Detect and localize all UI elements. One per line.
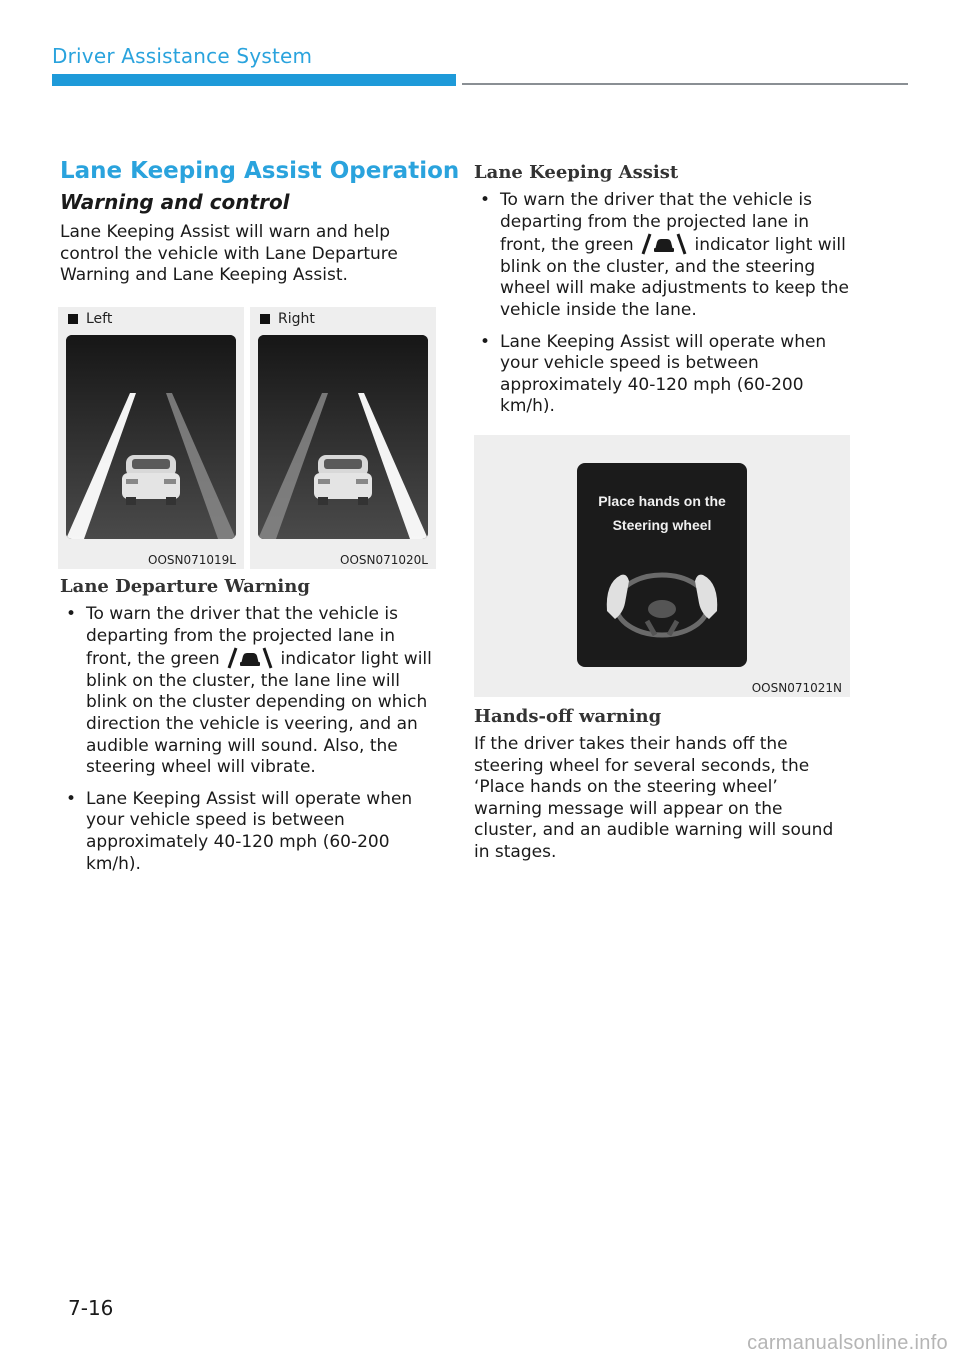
bullet: • [66, 604, 77, 624]
square-marker-icon [68, 314, 78, 324]
list-item [474, 332, 850, 418]
car-rear-icon [314, 455, 372, 505]
figure-left [58, 307, 244, 569]
square-marker-icon [260, 314, 270, 324]
steering-wheel-hands-icon [577, 463, 747, 667]
list-item [60, 604, 436, 779]
hands-off-paragraph: If the driver takes their hands off the steering wheel for several seconds, the ‘Place hands on the steering wheel’ warning message will appear on the cluster, and an audible warning will sound in stages. [474, 734, 834, 862]
bullet: • [480, 190, 491, 210]
bullet: • [66, 788, 77, 809]
lane-keeping-indicator-icon [641, 233, 687, 255]
ldw-heading: Lane Departure Warning [60, 576, 310, 597]
figure-right-label-text: Right [278, 311, 315, 327]
cluster-screen-left [66, 335, 236, 539]
lka-bullet2-text: Lane Keeping Assist will operate when your vehicle speed is between approximately 40-120 mph (60-200 km/h). [500, 331, 827, 417]
bullet: • [480, 331, 491, 352]
lka-bullet1-text-b: indicator light will blink on the cluster, and the steering wheel will make adjustments to keep the vehicle inside the lane. [500, 235, 849, 320]
figure-hands-code: OOSN071021N [751, 681, 842, 695]
figure-left-code: OOSN071019L [148, 553, 236, 567]
header-bar [52, 74, 456, 86]
lka-bullet1-text-a: To warn the driver that the vehicle is departing from the projected lane in front, the green [500, 190, 812, 256]
figure-right-label [260, 311, 315, 327]
lka-heading: Lane Keeping Assist [474, 162, 679, 183]
lka-list [474, 190, 850, 428]
section-subtitle: Warning and control [60, 190, 290, 214]
figure-left-label-text: Left [86, 311, 113, 327]
header-title: Driver Assistance System [52, 44, 313, 68]
ldw-bullet2-text: Lane Keeping Assist will operate when your vehicle speed is between approximately 40-120 mph (60-200 km/h). [86, 788, 413, 874]
watermark: carmanualsonline.info [747, 1332, 948, 1354]
hands-off-heading: Hands-off warning [474, 706, 662, 727]
hands-cluster-screen [577, 463, 747, 667]
figure-hands [474, 435, 850, 697]
hands-message-line2: Steering wheel [612, 517, 712, 533]
car-rear-icon [122, 455, 180, 505]
ldw-list [60, 604, 436, 885]
lane-departure-illustration-left [66, 335, 236, 539]
ldw-bullet1-text-a: To warn the driver that the vehicle is departing from the projected lane in front, the green [86, 604, 398, 670]
lane-departure-illustration-right [258, 335, 428, 539]
cluster-screen-right [258, 335, 428, 539]
figure-left-label [68, 311, 112, 327]
figure-right [250, 307, 436, 569]
hands-message-line1: Place hands on the [598, 493, 726, 509]
ldw-bullet1-text-b: indicator light will blink on the cluster, the lane line will blink on the cluster depending on which direction the vehicle is veering, and an audible warning will sound. Also, the steering wheel will vibrate. [86, 649, 432, 778]
page-number: 7-16 [68, 1296, 114, 1320]
lane-keeping-indicator-icon [227, 647, 273, 669]
header-rule [462, 83, 908, 85]
list-item [60, 789, 436, 875]
intro-paragraph: Lane Keeping Assist will warn and help control the vehicle with Lane Departure Warning and Lane Keeping Assist. [60, 222, 398, 286]
list-item [474, 190, 850, 322]
figure-right-code: OOSN071020L [340, 553, 428, 567]
section-title: Lane Keeping Assist Operation [60, 158, 460, 184]
